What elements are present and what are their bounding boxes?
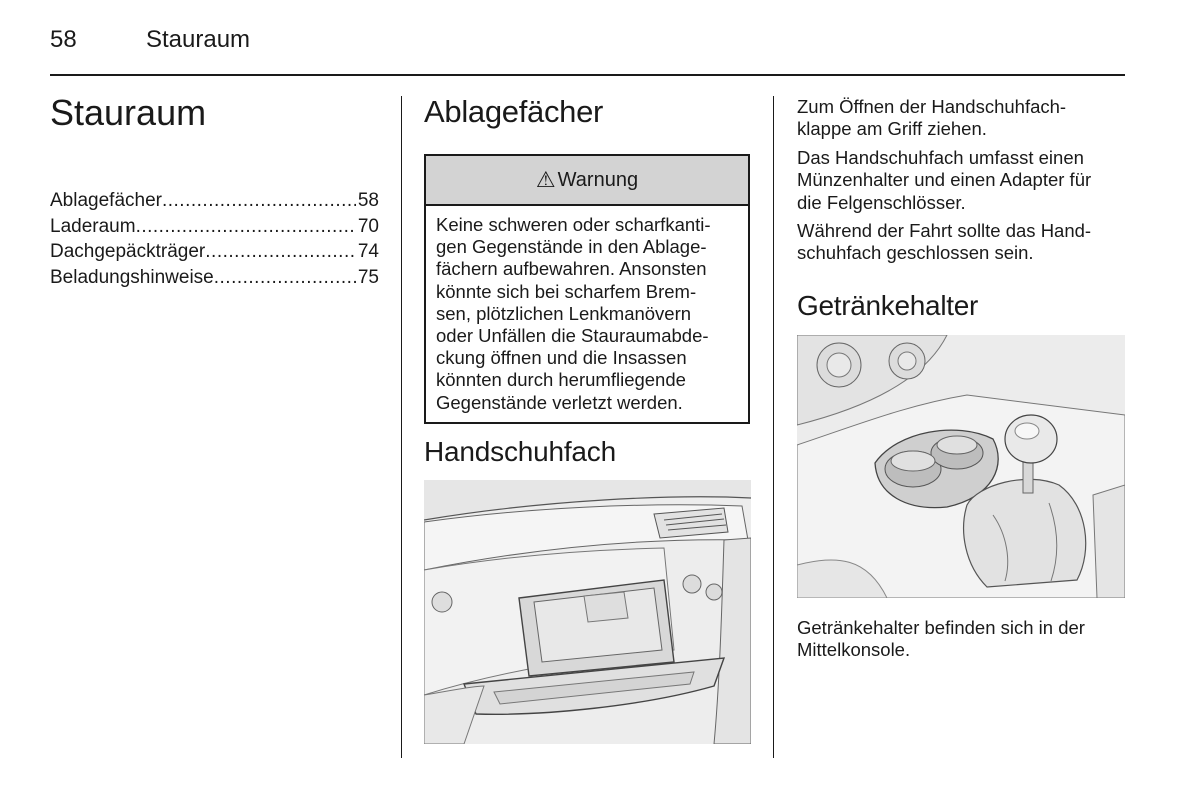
running-header-title: Stauraum [146, 26, 251, 53]
warning-header [426, 156, 748, 206]
toc-entry-label: Ablagefächer [50, 190, 162, 211]
column-divider-right [773, 96, 774, 758]
paragraph-line: Zum Öffnen der Handschuhfach- [797, 96, 1067, 117]
paragraph-line: Münzenhalter und einen Adapter für [797, 169, 1092, 191]
toc-entry-label: Dachgepäckträger [50, 241, 206, 262]
paragraph-line: schuhfach geschlossen sein. [797, 242, 1034, 264]
warning-triangle-icon: ⚠ [535, 167, 556, 192]
toc-entry[interactable] [50, 265, 379, 291]
toc-leader-dots [136, 214, 356, 240]
warning-line: sen, plötzlichen Lenkmanövern [436, 302, 692, 324]
table-of-contents [50, 188, 379, 290]
toc-entry-page: 70 [357, 215, 379, 237]
section-title-getraenkehalter: Getränkehalter [797, 290, 979, 321]
paragraph-line: Mittelkonsole. [797, 639, 911, 661]
page-number: 58 [50, 26, 77, 53]
warning-line: fächern aufbewahren. Ansonsten [436, 258, 707, 280]
warning-title: Warnung [557, 168, 639, 191]
warning-box [424, 154, 750, 424]
column-divider-left [401, 96, 402, 758]
warning-line: Gegenstände verletzt werden. [436, 391, 683, 413]
chapter-title: Stauraum [50, 92, 207, 133]
glovebox-illustration [424, 480, 751, 744]
caption-cupholder [797, 617, 1085, 662]
paragraph-line: Während der Fahrt sollte das Hand- [797, 220, 1092, 241]
warning-line: Keine schweren oder scharfkanti- [436, 214, 711, 235]
toc-entry-page: 58 [357, 190, 379, 211]
toc-leader-dots [214, 265, 356, 291]
warning-text [426, 206, 748, 414]
paragraph-glovebox-contents [797, 147, 1091, 214]
section-title-ablagefaecher: Ablagefächer [424, 94, 604, 129]
warning-line: ckung öffnen und die Insassen [436, 347, 687, 369]
paragraph-line: klappe am Griff ziehen. [797, 118, 987, 140]
toc-entry-label: Beladungshinweise [50, 266, 214, 288]
warning-line: gen Gegenstände in den Ablage- [436, 236, 707, 258]
section-title-handschuhfach: Handschuhfach [424, 436, 616, 467]
warning-line: könnten durch herumfliegende [436, 369, 686, 391]
toc-entry-page: 75 [357, 266, 379, 288]
paragraph-glovebox-closed [797, 220, 1091, 265]
warning-line: könnte sich bei scharfem Brem- [436, 280, 697, 302]
paragraph-open-glovebox [797, 96, 1066, 141]
toc-entry-page: 74 [357, 241, 379, 262]
paragraph-line: Das Handschuhfach umfasst einen [797, 147, 1084, 168]
header-divider [50, 74, 1125, 76]
cupholder-illustration [797, 335, 1125, 598]
toc-leader-dots [205, 239, 356, 265]
toc-entry[interactable] [50, 214, 379, 240]
warning-line: oder Unfällen die Stauraumabde- [436, 325, 709, 347]
toc-entry[interactable] [50, 188, 379, 214]
toc-leader-dots [162, 188, 356, 214]
paragraph-line: die Felgenschlösser. [797, 191, 966, 213]
toc-entry-label: Laderaum [50, 215, 136, 237]
toc-entry[interactable] [50, 239, 379, 265]
paragraph-line: Getränkehalter befinden sich in der [797, 617, 1085, 638]
